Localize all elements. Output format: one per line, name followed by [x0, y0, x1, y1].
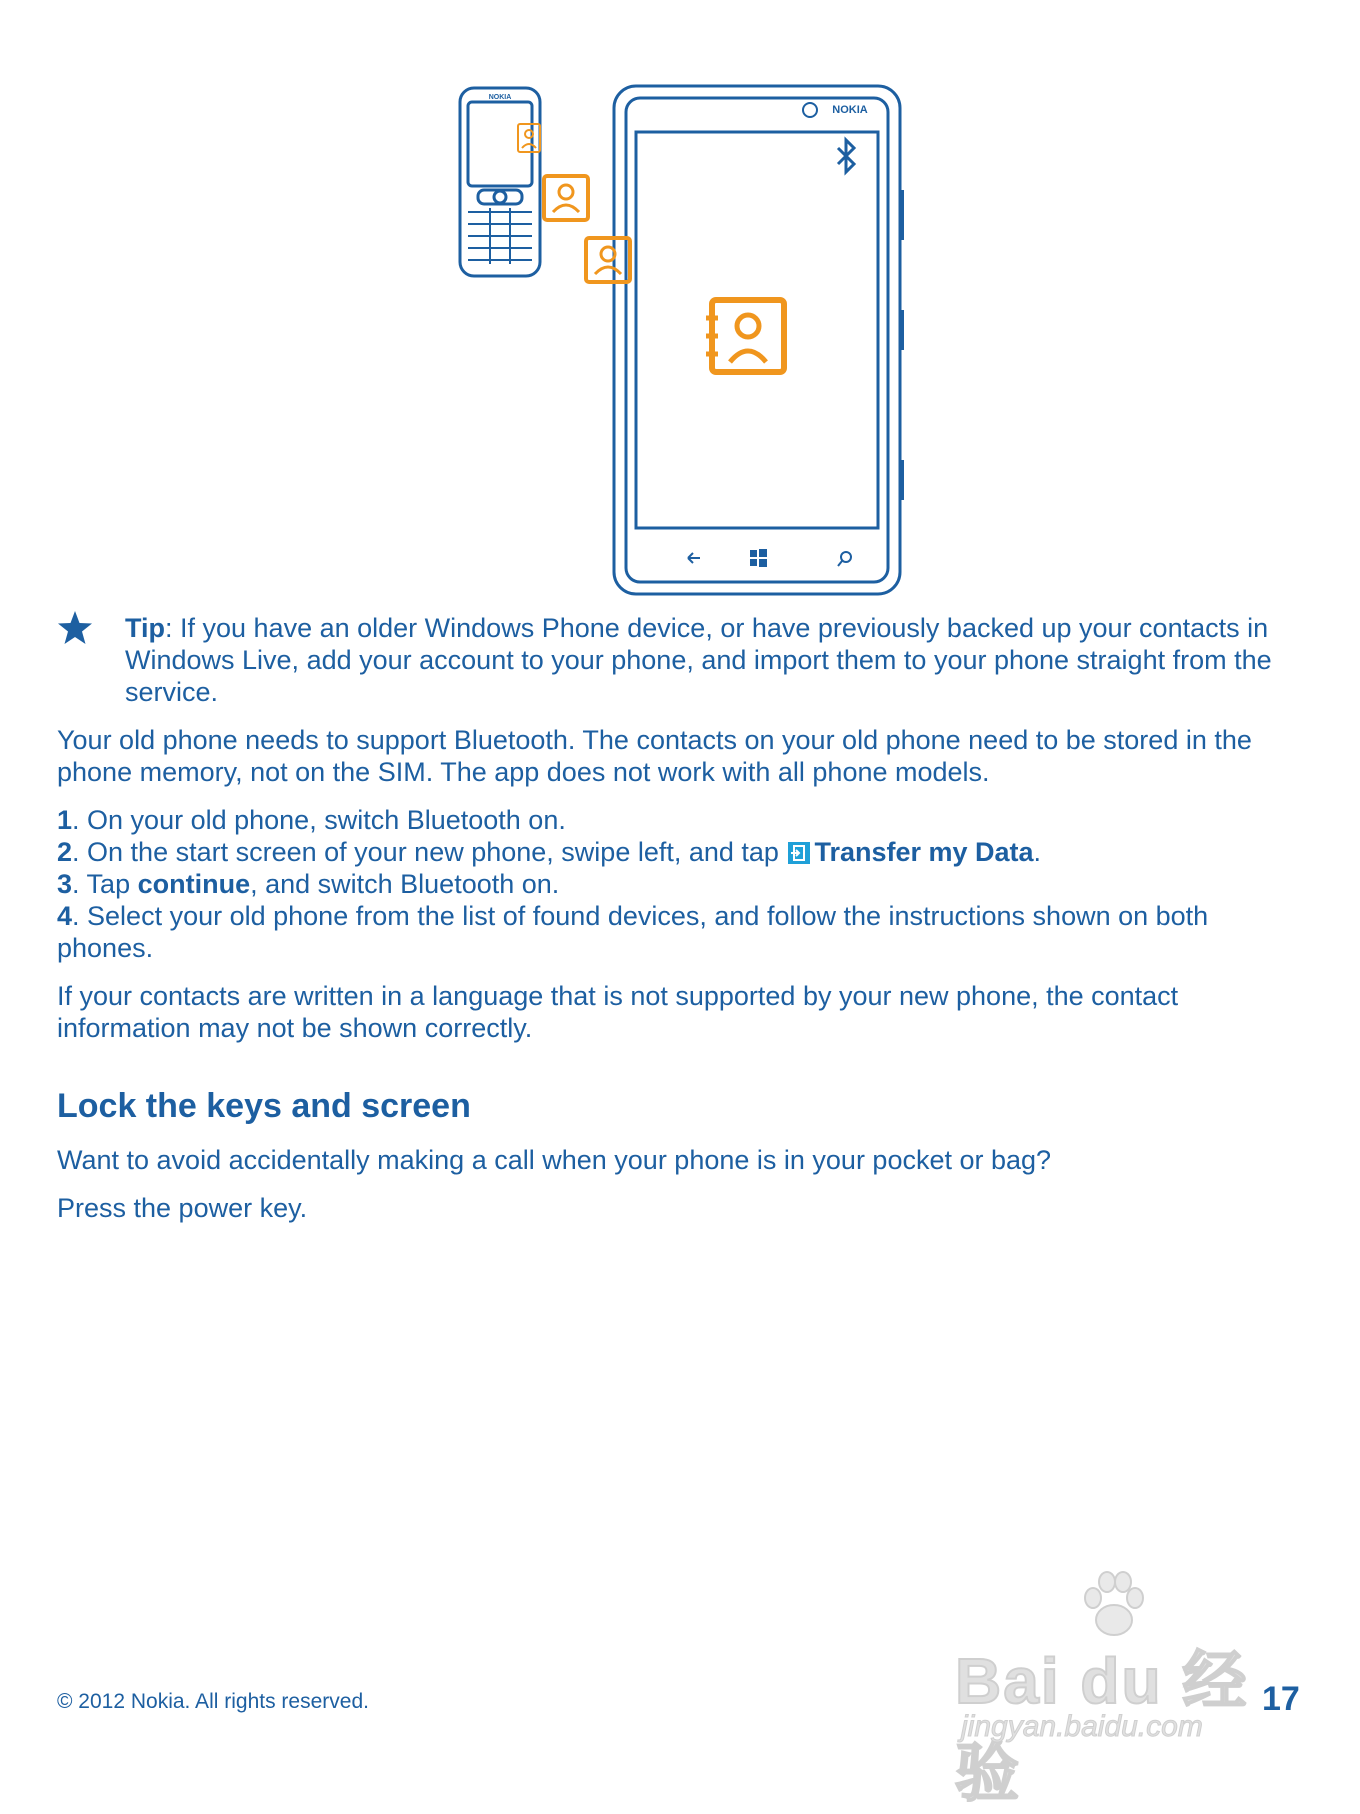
baidu-watermark: [955, 1570, 1285, 1809]
new-phone-brand: NOKIA: [832, 104, 868, 116]
power-key-paragraph: Press the power key.: [57, 1193, 308, 1223]
contact-icon-medium: [544, 176, 588, 220]
step-text: . Select your old phone from the list of found devices, and follow the instructions shown on both phones.: [57, 901, 1209, 963]
language-note-paragraph: If your contacts are written in a language that is not supported by your new phone, the contact information may not be shown correctly.: [57, 981, 1179, 1043]
transfer-my-data-app-icon: [788, 842, 810, 864]
phone-transfer-illustration: [440, 80, 920, 600]
old-phone-brand: NOKIA: [488, 94, 512, 101]
page-number: 17: [1262, 1680, 1300, 1718]
watermark-url: jingyan.baidu.com: [961, 1710, 1203, 1743]
step-text: . On your old phone, switch Bluetooth on.: [72, 805, 566, 835]
bluetooth-requirement-paragraph: Your old phone needs to support Bluetooth. The contacts on your old phone need to be stored in the phone memory, not on the SIM. The app does not work with all phone models.: [57, 725, 1252, 787]
continue-label: continue: [137, 869, 251, 899]
step-item: [57, 868, 1307, 900]
tip-label: Tip: [125, 613, 165, 643]
step-number: 3: [57, 869, 73, 899]
step-number: 1: [57, 805, 73, 835]
contact-icon-small: [518, 124, 540, 152]
old-phone-icon: [460, 88, 540, 276]
step-text-after: , and switch Bluetooth on.: [250, 869, 560, 899]
tip-text: : If you have an older Windows Phone device, or have previously backed up your contacts in Windows Live, add your account to your phone, and import them to your phone straight from the service.: [125, 613, 1272, 707]
star-icon: [57, 610, 93, 646]
step-number: 2: [57, 837, 73, 867]
step-text-after: .: [1033, 837, 1042, 867]
step-number: 4: [57, 901, 73, 931]
contact-icon-medium-2: [586, 238, 630, 282]
watermark-brand: Bai du 经验: [955, 1645, 1249, 1809]
contact-icon-large: [706, 300, 784, 372]
step-text: . Tap: [72, 869, 138, 899]
steps-list: [57, 804, 1307, 964]
step-item: [57, 900, 1307, 964]
contact-card-icons: [518, 124, 784, 372]
step-item: [57, 804, 1307, 836]
new-phone-icon: [614, 86, 902, 594]
section-heading: Lock the keys and screen: [57, 1087, 471, 1125]
tip-block: [57, 612, 1307, 708]
lock-intro-paragraph: Want to avoid accidentally making a call when your phone is in your pocket or bag?: [57, 1145, 1052, 1175]
transfer-my-data-label: Transfer my Data: [814, 837, 1034, 867]
copyright-footer: © 2012 Nokia. All rights reserved.: [57, 1690, 369, 1713]
step-text: . On the start screen of your new phone, swipe left, and tap: [72, 837, 787, 867]
step-item: [57, 836, 1307, 868]
page-content: [57, 612, 1307, 1240]
